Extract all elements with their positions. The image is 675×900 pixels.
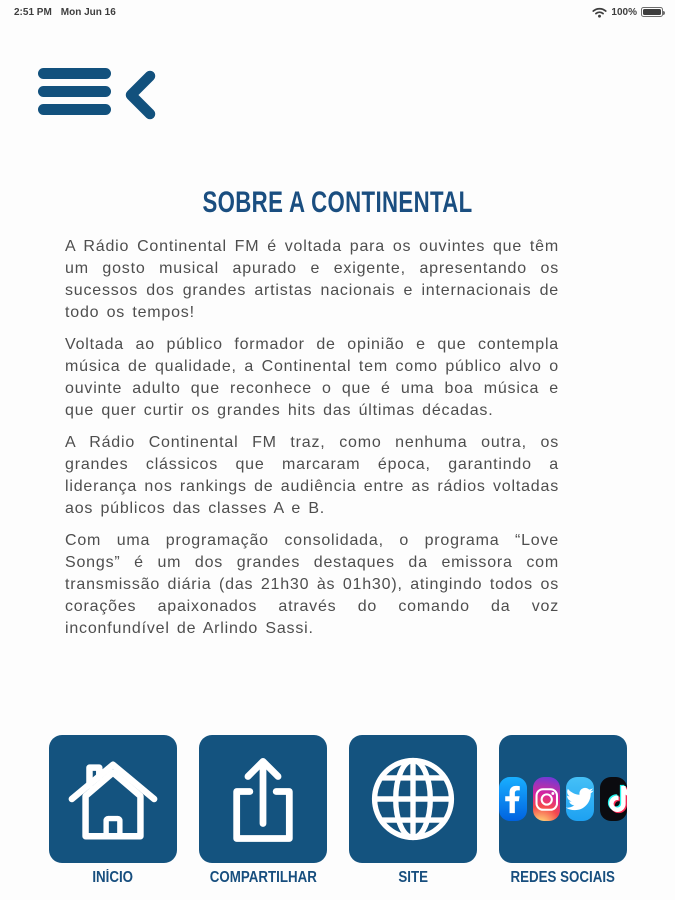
menu-bar <box>38 86 111 97</box>
site-button-label: SITE <box>398 869 428 886</box>
about-paragraph-3: A Rádio Continental FM traz, como nenhuma outra, os grandes clássicos que marcaram época, garantindo a liderança nos rankings de audiência entre as rádios voltadas aos públicos das classes A e B. <box>65 434 559 517</box>
status-time: 2:51 PM <box>14 6 52 18</box>
back-chevron-icon <box>131 76 150 114</box>
home-button-label: INÍCIO <box>92 869 134 886</box>
status-date: Mon Jun 16 <box>60 6 116 18</box>
social-button-label: REDES SOCIAIS <box>510 869 616 886</box>
back-button[interactable] <box>122 70 158 120</box>
menu-bar <box>38 104 111 115</box>
home-button[interactable] <box>49 735 177 887</box>
about-text <box>65 236 559 650</box>
menu-button[interactable] <box>38 68 111 115</box>
footer-nav <box>49 735 627 887</box>
page-title <box>0 183 675 220</box>
about-paragraph-1: A Rádio Continental FM é voltada para os ouvintes que têm um gosto musical apurado e exigente, apresentando os sucessos dos grandes artistas nacionais e internacionais de todo os tempos! <box>65 238 559 321</box>
status-left <box>14 7 116 18</box>
tiktok-icon <box>600 777 628 821</box>
menu-bar <box>38 68 111 79</box>
social-apps-grid[interactable] <box>499 735 627 863</box>
social-button[interactable] <box>499 735 627 887</box>
home-button-square[interactable] <box>49 735 177 863</box>
battery-fill <box>643 9 661 15</box>
facebook-icon <box>499 777 527 821</box>
home-icon <box>64 750 162 848</box>
status-bar <box>0 0 675 20</box>
globe-icon <box>365 751 461 847</box>
page-title-text: SOBRE A CONTINENTAL <box>202 186 473 219</box>
battery-nub <box>663 11 665 15</box>
about-paragraph-4: Com uma programação consolidada, o programa “Love Songs” é um dos grandes destaques da emissora com transmissão diária (das 21h30 às 01h30), atingindo todos os corações apaixonados através do comando da voz inconfundível de Arlindo Sassi. <box>65 532 559 637</box>
share-button[interactable] <box>199 735 327 887</box>
share-button-label: COMPARTILHAR <box>209 869 317 886</box>
share-icon <box>216 752 310 846</box>
battery-percent: 100% <box>611 6 637 18</box>
instagram-icon <box>533 777 561 821</box>
battery-icon <box>641 7 663 17</box>
about-paragraph-2: Voltada ao público formador de opinião e que contempla música de qualidade, a Continental tem como público alvo o ouvinte adulto que reconhece o que é uma boa música e que quer curtir os grandes hits das últimas décadas. <box>65 336 559 419</box>
site-button[interactable] <box>349 735 477 887</box>
wifi-icon <box>592 7 607 18</box>
share-button-square[interactable] <box>199 735 327 863</box>
site-button-square[interactable] <box>349 735 477 863</box>
status-right <box>592 7 663 18</box>
twitter-icon <box>566 777 594 821</box>
